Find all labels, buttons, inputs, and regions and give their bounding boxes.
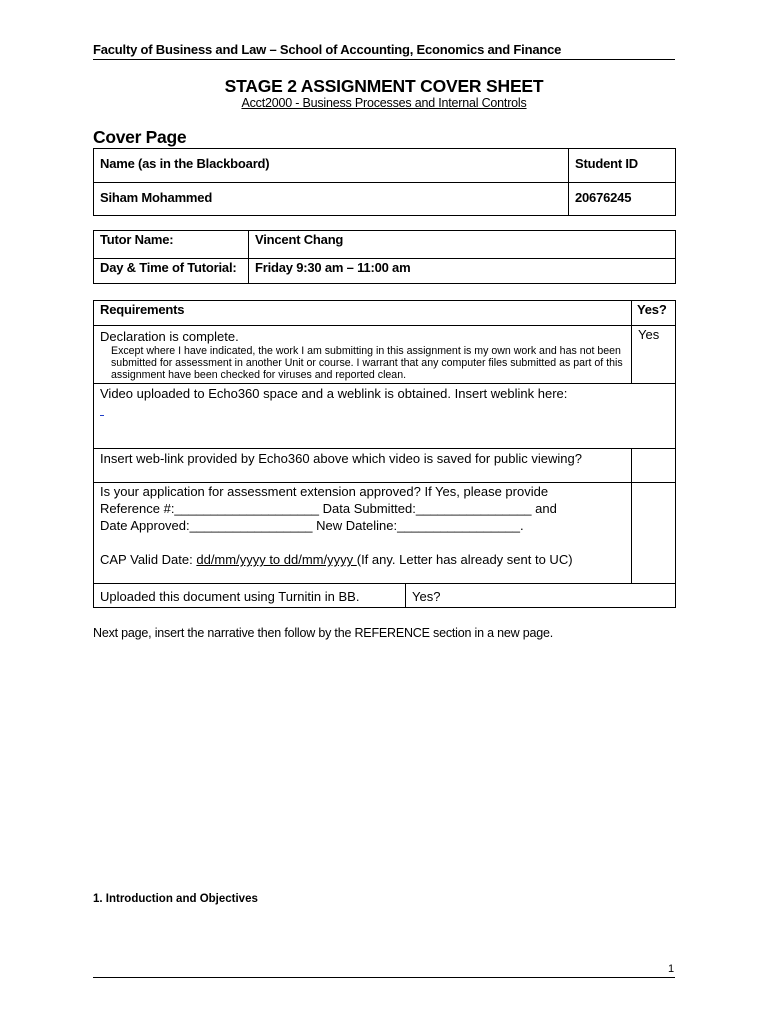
- student-table: [93, 148, 676, 216]
- next-page-note: Next page, insert the narrative then follow by the REFERENCE section in a new page.: [93, 626, 554, 640]
- table-row: [94, 449, 676, 483]
- table-row: [94, 231, 676, 259]
- table-row: [94, 584, 676, 608]
- cap-prefix: CAP Valid Date:: [100, 552, 197, 567]
- section-heading: 1. Introduction and Objectives: [93, 893, 258, 905]
- name-header: Name (as in the Blackboard): [100, 156, 270, 171]
- cap-dates: dd/mm/yyyy to dd/mm/yyyy: [196, 552, 357, 567]
- turnitin-text: Uploaded this document using Turnitin in BB.: [100, 589, 360, 604]
- weblink-placeholder[interactable]: [100, 405, 104, 416]
- page-number: 1: [668, 963, 675, 975]
- table-cell: [94, 483, 632, 584]
- tutor-table: [93, 230, 676, 284]
- faculty-header: Faculty of Business and Law – School of Accounting, Economics and Finance: [93, 42, 675, 60]
- tutorial-time-value: Friday 9:30 am – 11:00 am: [255, 260, 411, 275]
- tutor-name-value: Vincent Chang: [255, 232, 344, 247]
- table-cell: [249, 231, 676, 259]
- extension-line-3: Date Approved:_________________ New Dateline:_________________.: [100, 518, 524, 533]
- table-row: [94, 326, 676, 384]
- document-title: STAGE 2 ASSIGNMENT COVER SHEET: [224, 76, 544, 96]
- table-cell: [94, 259, 249, 284]
- student-id-header: Student ID: [575, 156, 638, 171]
- turnitin-answer: Yes?: [412, 589, 441, 604]
- table-row: [94, 384, 676, 449]
- student-id-value: 20676245: [575, 190, 632, 205]
- unit-subtitle-text: Acct2000 - Business Processes and Internal Controls: [241, 96, 527, 110]
- student-name-value: Siham Mohammed: [100, 190, 213, 205]
- answer-cell[interactable]: [632, 449, 676, 483]
- table-cell: [94, 584, 406, 608]
- tutorial-time-label: Day & Time of Tutorial:: [100, 260, 237, 275]
- table-cell: [632, 326, 676, 384]
- table-cell: [94, 326, 632, 384]
- weblink-question: Insert web-link provided by Echo360 above which video is saved for public viewing?: [100, 451, 582, 466]
- table-row: [94, 483, 676, 584]
- table-cell: [94, 384, 676, 449]
- table-cell: [569, 149, 676, 183]
- declaration-text: Except where I have indicated, the work I am submitting in this assignment is my own work and has not been submitted for assessment in another Unit or course. I warrant that any computer files submitted as part of this assignment have been checked for viruses and reported clean.: [111, 345, 623, 381]
- table-cell: [94, 231, 249, 259]
- extension-line-2: Reference #:____________________ Data Submitted:________________ and: [100, 501, 557, 516]
- table-cell: [569, 183, 676, 216]
- unit-subtitle: [93, 96, 675, 110]
- table-cell: [94, 449, 632, 483]
- cap-valid-date: [100, 534, 625, 568]
- cap-suffix: (If any. Letter has already sent to UC): [356, 552, 573, 567]
- table-cell: [94, 149, 569, 183]
- table-row: [94, 183, 676, 216]
- yes-header: Yes?: [637, 302, 667, 317]
- table-cell: [94, 301, 632, 326]
- table-cell: [249, 259, 676, 284]
- weblink-slot[interactable]: [100, 401, 669, 421]
- tutor-name-label: Tutor Name:: [100, 232, 174, 247]
- table-cell: [632, 301, 676, 326]
- declaration-title: Declaration is complete.: [100, 329, 239, 344]
- answer-cell[interactable]: [632, 483, 676, 584]
- table-cell: [94, 183, 569, 216]
- cover-page-heading: Cover Page: [93, 127, 187, 147]
- footer-divider: [93, 977, 675, 978]
- table-row: [94, 259, 676, 284]
- table-cell: [406, 584, 676, 608]
- table-row: [94, 301, 676, 326]
- extension-line-1: Is your application for assessment extension approved? If Yes, please provide: [100, 484, 549, 499]
- requirements-header: Requirements: [100, 302, 185, 317]
- declaration-answer: Yes: [638, 327, 660, 342]
- requirements-table: [93, 300, 676, 608]
- video-upload-text: Video uploaded to Echo360 space and a weblink is obtained. Insert weblink here:: [100, 386, 568, 401]
- table-row: [94, 149, 676, 183]
